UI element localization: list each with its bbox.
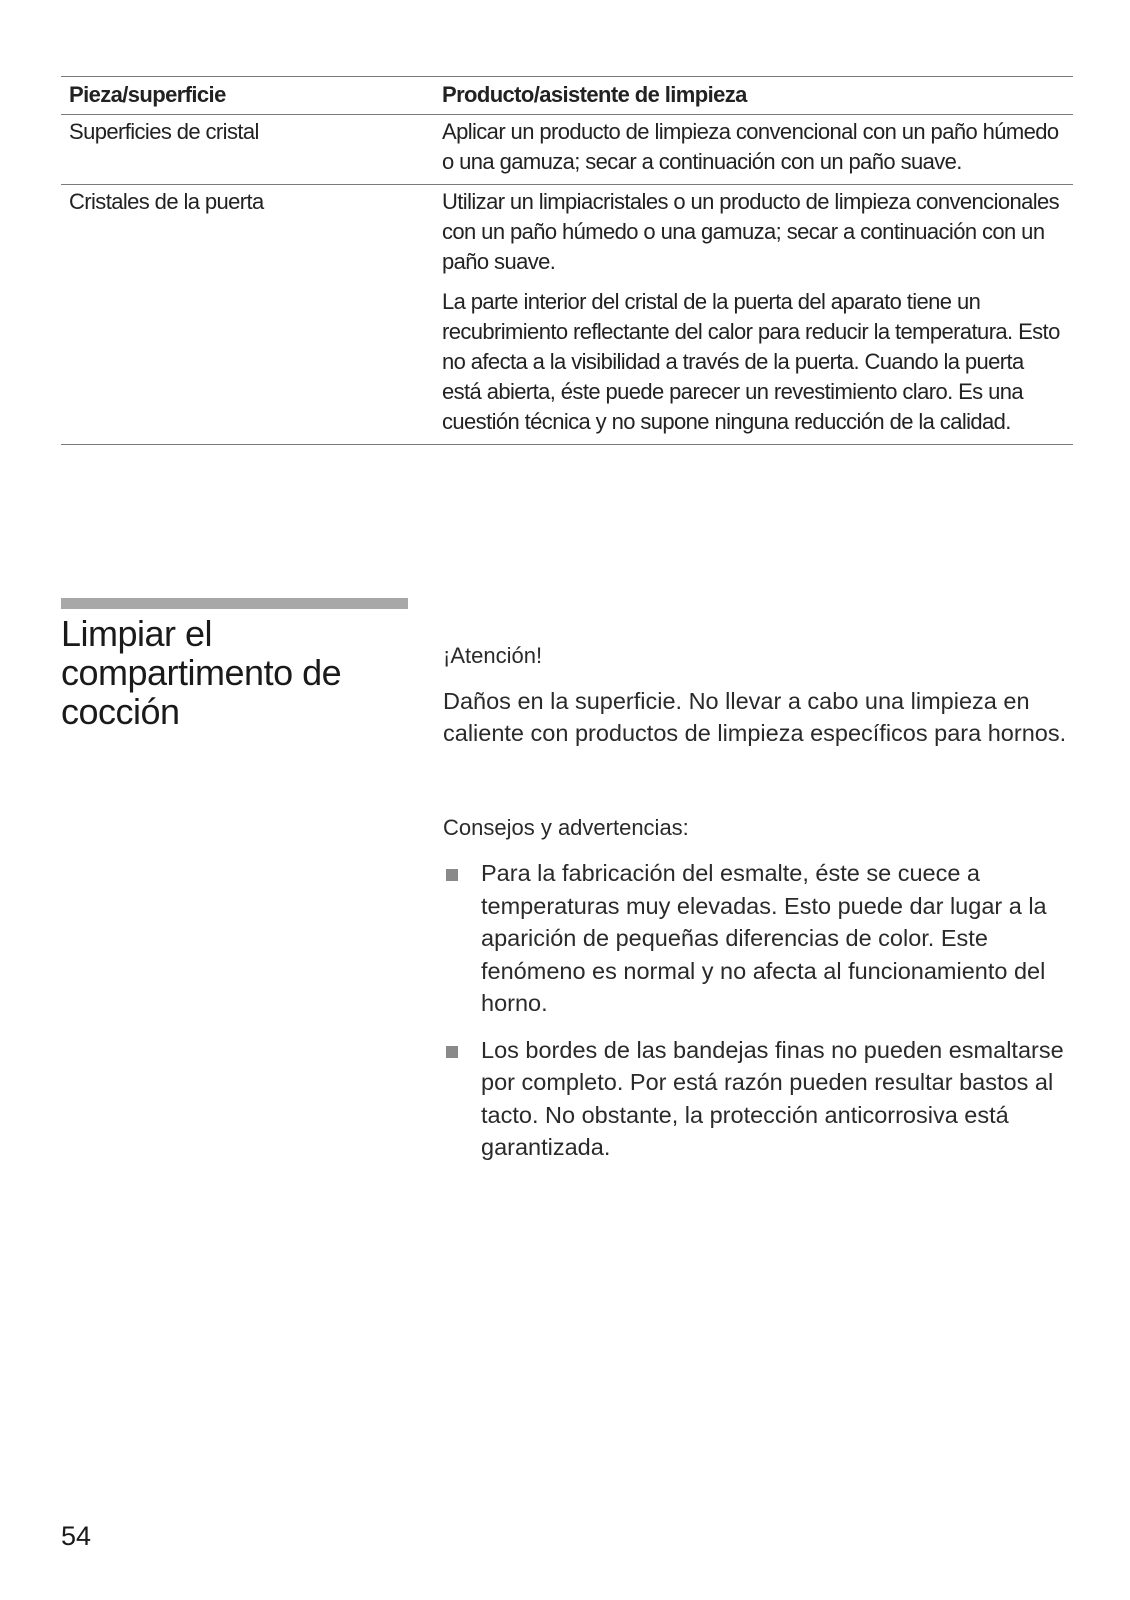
cleaning-table	[61, 76, 1073, 445]
square-bullet-icon	[446, 1046, 458, 1058]
header-part: Pieza/superficie	[69, 82, 226, 107]
section-divider-bar	[61, 598, 408, 609]
page-number: 54	[61, 1521, 92, 1551]
section-title: Limpiar el compartimento de cocción	[61, 613, 342, 732]
product-paragraph: Aplicar un producto de limpieza convencional con un paño húmedo o una gamuza; secar a continuación con un paño suave.	[442, 119, 1059, 174]
section-content	[443, 640, 1083, 1178]
product-paragraph: La parte interior del cristal de la puerta del aparato tiene un recubrimiento reflectante del calor para reducir la temperatura. Esto no afecta a la visibilidad a través de la puerta. Cuando la puerta está abierta, éste puede parecer un revestimiento claro. Es una cuestión técnica y no supone ninguna reducción de la calidad.	[442, 289, 1060, 434]
table-header-row	[61, 76, 1073, 114]
tips-list	[443, 857, 1083, 1164]
list-item	[443, 857, 1083, 1020]
header-product: Producto/asistente de limpieza	[442, 82, 747, 107]
row-part: Cristales de la puerta	[69, 189, 264, 214]
list-item	[443, 1034, 1083, 1164]
table-row	[61, 114, 1073, 184]
table-row	[61, 184, 1073, 445]
row-part: Superficies de cristal	[69, 119, 259, 144]
tip-text: Para la fabricación del esmalte, éste se cuece a temperaturas muy elevadas. Esto puede dar lugar a la aparición de pequeñas diferencias de color. Este fenómeno es normal y no afecta al funcionamiento del horno.	[481, 860, 1047, 1016]
tips-label: Consejos y advertencias:	[443, 814, 689, 840]
row-product	[442, 187, 1073, 437]
row-product	[442, 117, 1073, 177]
square-bullet-icon	[446, 869, 458, 881]
attention-text: Daños en la superficie. No llevar a cabo una limpieza en caliente con productos de limpieza específicos para hornos.	[443, 687, 1067, 746]
tip-text: Los bordes de las bandejas finas no pueden esmaltarse por completo. Por está razón pueden resultar bastos al tacto. No obstante, la protección anticorrosiva está garantizada.	[481, 1036, 1064, 1160]
attention-label: ¡Atención!	[443, 643, 543, 668]
product-paragraph: Utilizar un limpiacristales o un producto de limpieza convencionales con un paño húmedo o una gamuza; secar a continuación con un paño suave.	[442, 189, 1060, 274]
